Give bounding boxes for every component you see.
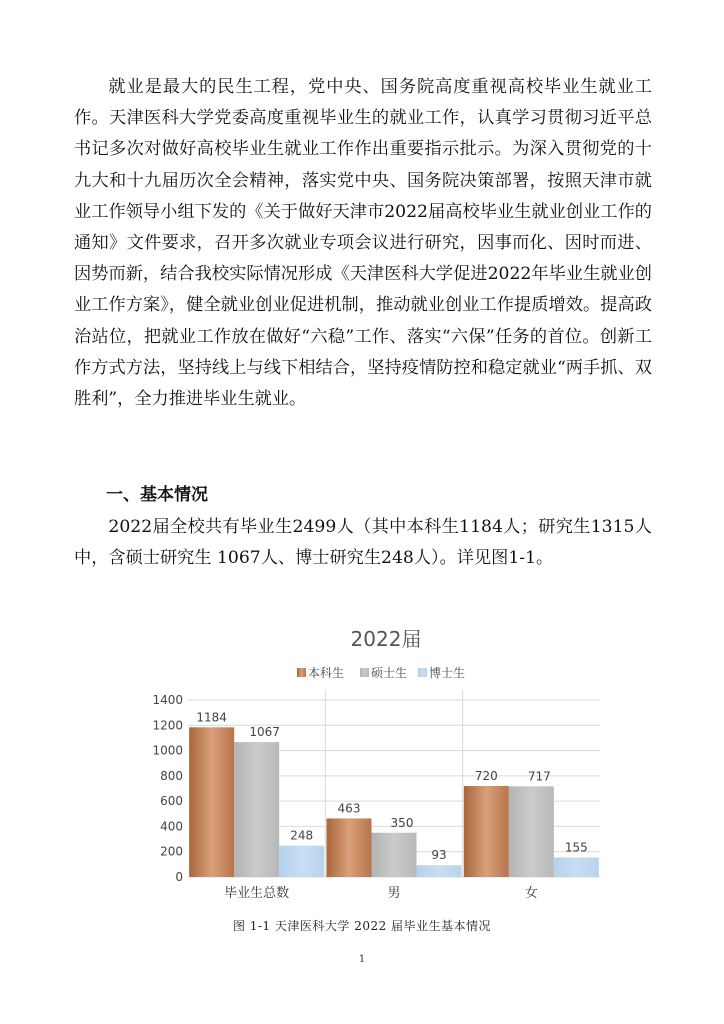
intro-paragraph: 就业是最大的民生工程，党中央、国务院高度重视高校毕业生就业工作。天津医科大学党委高度重视毕业生的就业工作，认真学习贯彻习近平总书记多次对做好高校毕业生就业工作作出重要指示批示。为深入贯彻党的十九大和十九届历次全会精神，落实党中央、国务院决策部署，按照天津市就业工作领导小组下发的《关于做好天津市2022届高校毕业生就业创业工作的通知》文件要求，召开多次就业专项会议进行研究，因事而化、因时而进、因势而新，结合我校实际情况形成《天津医科大学促进2022年毕业生就业创业工作方案》，健全就业创业促进机制，推动就业创业工作提质增效。提高政治站位，把就业工作放在做好“六稳”工作、落实“六保”任务的首位。创新工作方式方法，坚持线上与线下相结合，坚持疫情防控和稳定就业“两手抓、双胜利”，全力推进毕业生就业。 [74, 77, 652, 410]
x-tick-label: 女 [524, 886, 538, 901]
legend-swatch [418, 668, 427, 677]
y-tick-label: 1000 [152, 743, 183, 758]
y-tick-label: 0 [175, 870, 183, 884]
chart-title: 2022届 [350, 627, 422, 651]
bar-硕士生-女 [509, 786, 554, 877]
legend-swatch [297, 668, 306, 677]
bar-博士生-女 [554, 857, 599, 877]
bar-本科生-男 [327, 818, 372, 877]
data-label: 93 [431, 848, 447, 863]
figure-caption: 图 1-1 天津医科大学 2022 届毕业生基本情况 [232, 919, 492, 933]
data-label: 248 [290, 828, 314, 843]
x-tick-label: 男 [387, 886, 401, 901]
bar-chart [142, 612, 620, 908]
data-label: 720 [474, 768, 498, 783]
bar-博士生-男 [417, 865, 462, 877]
y-tick-label: 200 [160, 844, 183, 859]
bar-本科生-毕业生总数 [189, 727, 234, 877]
data-label: 1184 [196, 710, 227, 725]
legend-label: 硕士生 [371, 666, 408, 680]
data-label: 155 [564, 840, 588, 855]
y-tick-label: 400 [160, 819, 183, 834]
y-tick-label: 800 [160, 768, 183, 783]
chart-legend [297, 665, 465, 680]
chart-bars [189, 727, 599, 877]
chart-container [142, 612, 620, 908]
y-axis-ticks [152, 693, 183, 884]
x-axis-ticks [224, 885, 538, 901]
y-tick-label: 1400 [152, 693, 183, 707]
section-heading: 一、基本情况 [106, 485, 208, 505]
bar-硕士生-男 [372, 833, 417, 877]
x-tick-label: 毕业生总数 [224, 886, 290, 901]
data-label: 350 [390, 815, 414, 830]
legend-label: 博士生 [429, 666, 466, 680]
data-label: 1067 [249, 725, 280, 740]
y-tick-label: 600 [160, 794, 183, 809]
bar-硕士生-毕业生总数 [234, 742, 279, 877]
page-number: 1 [358, 954, 366, 965]
summary-paragraph: 2022届全校共有毕业生2499人（其中本科生1184人；研究生1315人中，含硕士研究生 1067人、博士研究生248人）。详见图1-1。 [74, 517, 652, 569]
bar-博士生-毕业生总数 [279, 846, 324, 877]
y-tick-label: 1200 [152, 718, 183, 733]
data-label: 463 [337, 801, 361, 816]
data-label: 717 [527, 769, 551, 784]
legend-label: 本科生 [308, 666, 345, 680]
bar-本科生-女 [464, 786, 509, 877]
legend-swatch [360, 668, 369, 677]
